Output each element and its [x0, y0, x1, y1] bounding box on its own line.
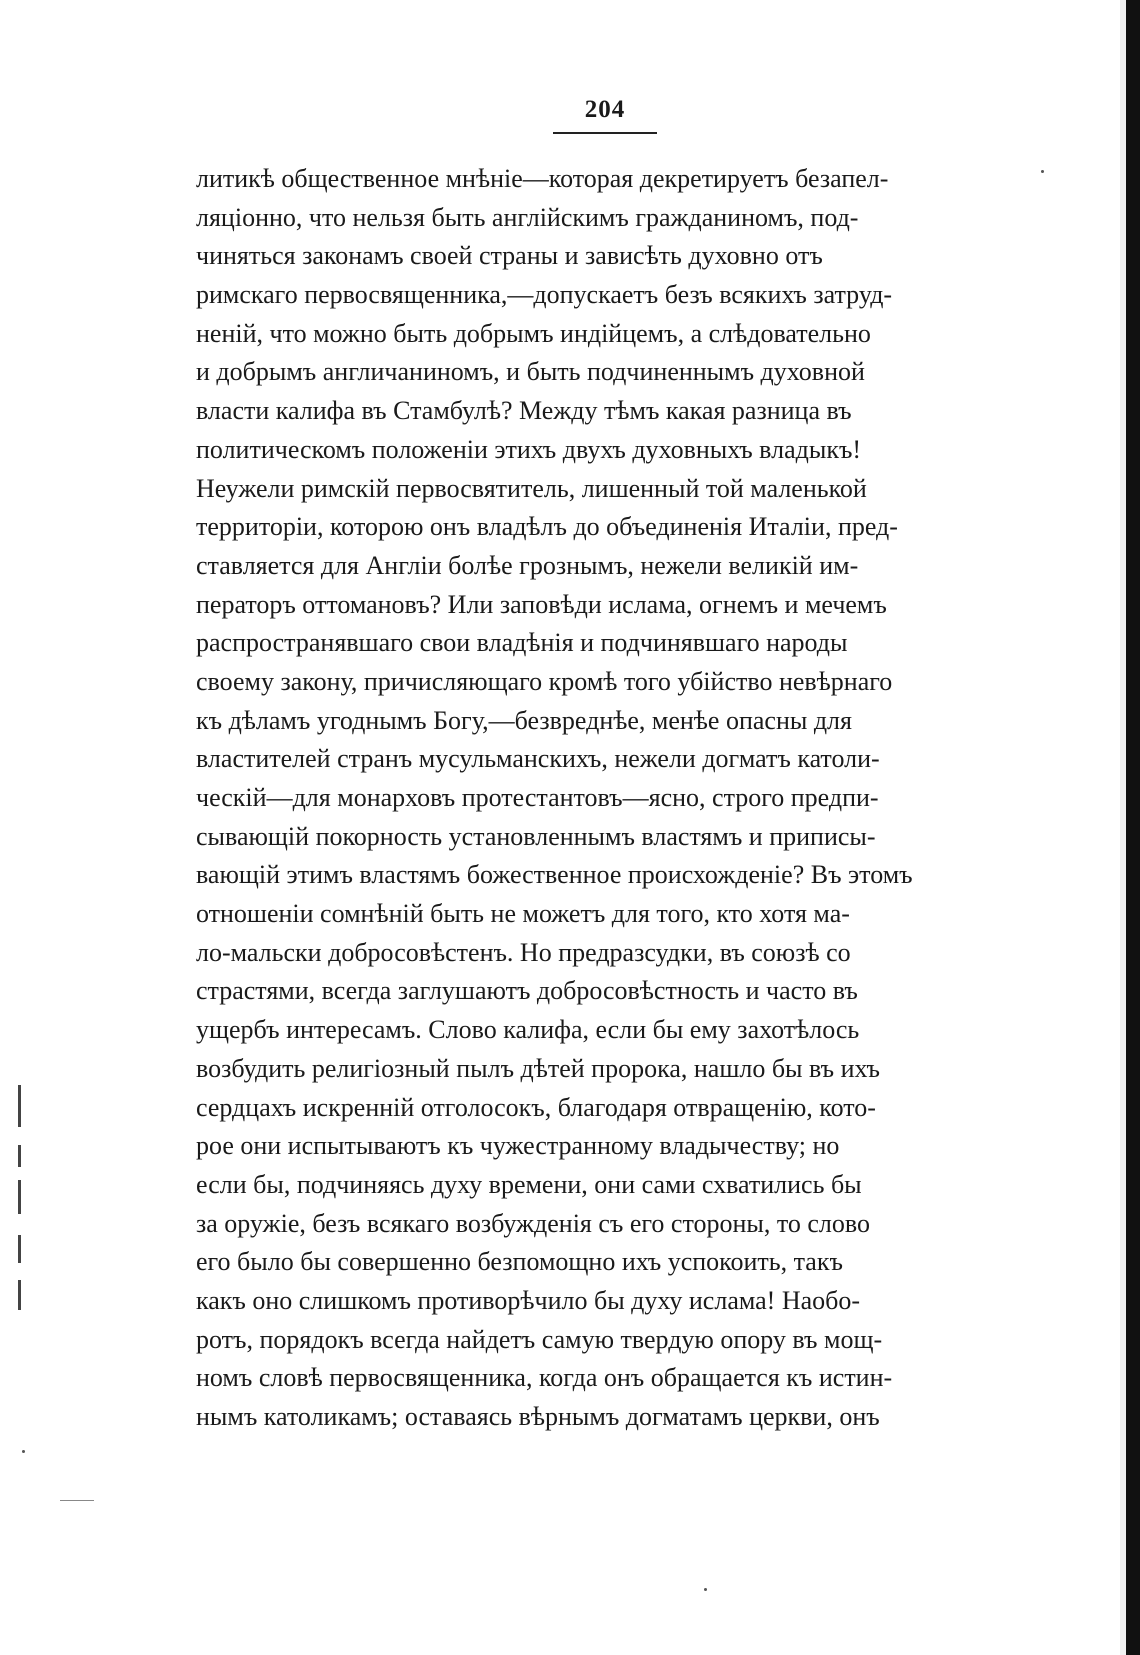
text-line: къ дѣламъ угоднымъ Богу,—безвреднѣе, менѣе опасны для	[196, 705, 852, 735]
page-number-underline	[553, 132, 657, 134]
text-line: литикѣ общественное мнѣніе—которая декретируетъ безапел-	[196, 164, 889, 193]
text-line: и добрымъ англичаниномъ, и быть подчиненнымъ духовной	[196, 357, 865, 387]
text-line: его было бы совершенно безпомощно ихъ успокоить, такъ	[196, 1247, 843, 1277]
text-line: вающій этимъ властямъ божественное происхожденіе? Въ этомъ	[196, 860, 913, 890]
text-line: распространявшаго свои владѣнія и подчинявшаго народы	[196, 628, 848, 658]
text-line: нымъ католикамъ; оставаясь вѣрнымъ догматамъ церкви, онъ	[196, 1402, 880, 1431]
text-line: своему закону, причисляющаго кромѣ того убійство невѣрнаго	[196, 666, 893, 696]
text-line: власти калифа въ Стамбулѣ? Между тѣмъ какая разница въ	[196, 396, 852, 426]
text-line: ператоръ оттомановъ? Или заповѣди ислама, огнемъ и мечемъ	[196, 589, 887, 619]
scan-edge-shadow	[1126, 0, 1140, 1655]
text-line: неній, что можно быть добрымъ индійцемъ, а слѣдовательно	[196, 318, 871, 348]
text-line: сердцахъ искренній отголосокъ, благодаря отвращенію, кото-	[196, 1092, 876, 1122]
text-line: политическомъ положеніи этихъ двухъ духовныхъ владыкъ!	[196, 434, 862, 464]
body-text	[196, 160, 1016, 1437]
text-line: ло-мальски добросовѣстенъ. Но предразсудки, въ союзѣ со	[196, 937, 851, 967]
text-line: ставляется для Англіи болѣе грознымъ, нежели великій им-	[196, 550, 859, 580]
text-line: ущербъ интересамъ. Слово калифа, если бы ему захотѣлось	[196, 1015, 860, 1045]
text-line: ческій—для монарховъ протестантовъ—ясно, строго предпи-	[196, 783, 879, 812]
text-line: властителей странъ мусульманскихъ, нежели догматъ католи-	[196, 744, 880, 774]
scan-stray-mark	[60, 1500, 94, 1501]
text-line: территоріи, которою онъ владѣлъ до объединенія Италіи, пред-	[196, 512, 898, 542]
text-line: римскаго первосвященника,—допускаетъ безъ всякихъ затруд-	[196, 280, 893, 310]
scan-dot	[22, 1450, 25, 1453]
text-line: сывающій покорность установленнымъ властямъ и приписы-	[196, 821, 876, 851]
text-line: рое они испытываютъ къ чужестранному владычеству; но	[196, 1131, 840, 1161]
page-number: 204	[584, 96, 626, 123]
text-line: страстями, всегда заглушаютъ добросовѣстность и часто въ	[196, 976, 858, 1006]
text-line: номъ словѣ первосвященника, когда онъ обращается къ истин-	[196, 1363, 893, 1393]
scan-dot	[704, 1588, 707, 1591]
text-line: отношеніи сомнѣній быть не можетъ для того, кто хотя ма-	[196, 899, 850, 929]
text-line: за оружіе, безъ всякаго возбужденія съ его стороны, то слово	[196, 1208, 870, 1238]
text-line: Неужели римскій первосвятитель, лишенный той маленькой	[196, 473, 867, 503]
text-line: чиняться законамъ своей страны и зависѣть духовно отъ	[196, 241, 823, 271]
text-line: ротъ, порядокъ всегда найдетъ самую твердую опору въ мощ-	[196, 1324, 883, 1354]
scan-dot	[1041, 170, 1044, 173]
scan-margin-marks	[18, 1085, 22, 1310]
text-line: возбудить религіозный пылъ дѣтей пророка, нашло бы въ ихъ	[196, 1053, 880, 1083]
text-line: ляціонно, что нельзя быть англійскимъ гражданиномъ, под-	[196, 202, 859, 232]
text-line: если бы, подчиняясь духу времени, они сами схватились бы	[196, 1169, 862, 1199]
text-line: какъ оно слишкомъ противорѣчило бы духу ислама! Наобо-	[196, 1285, 861, 1315]
